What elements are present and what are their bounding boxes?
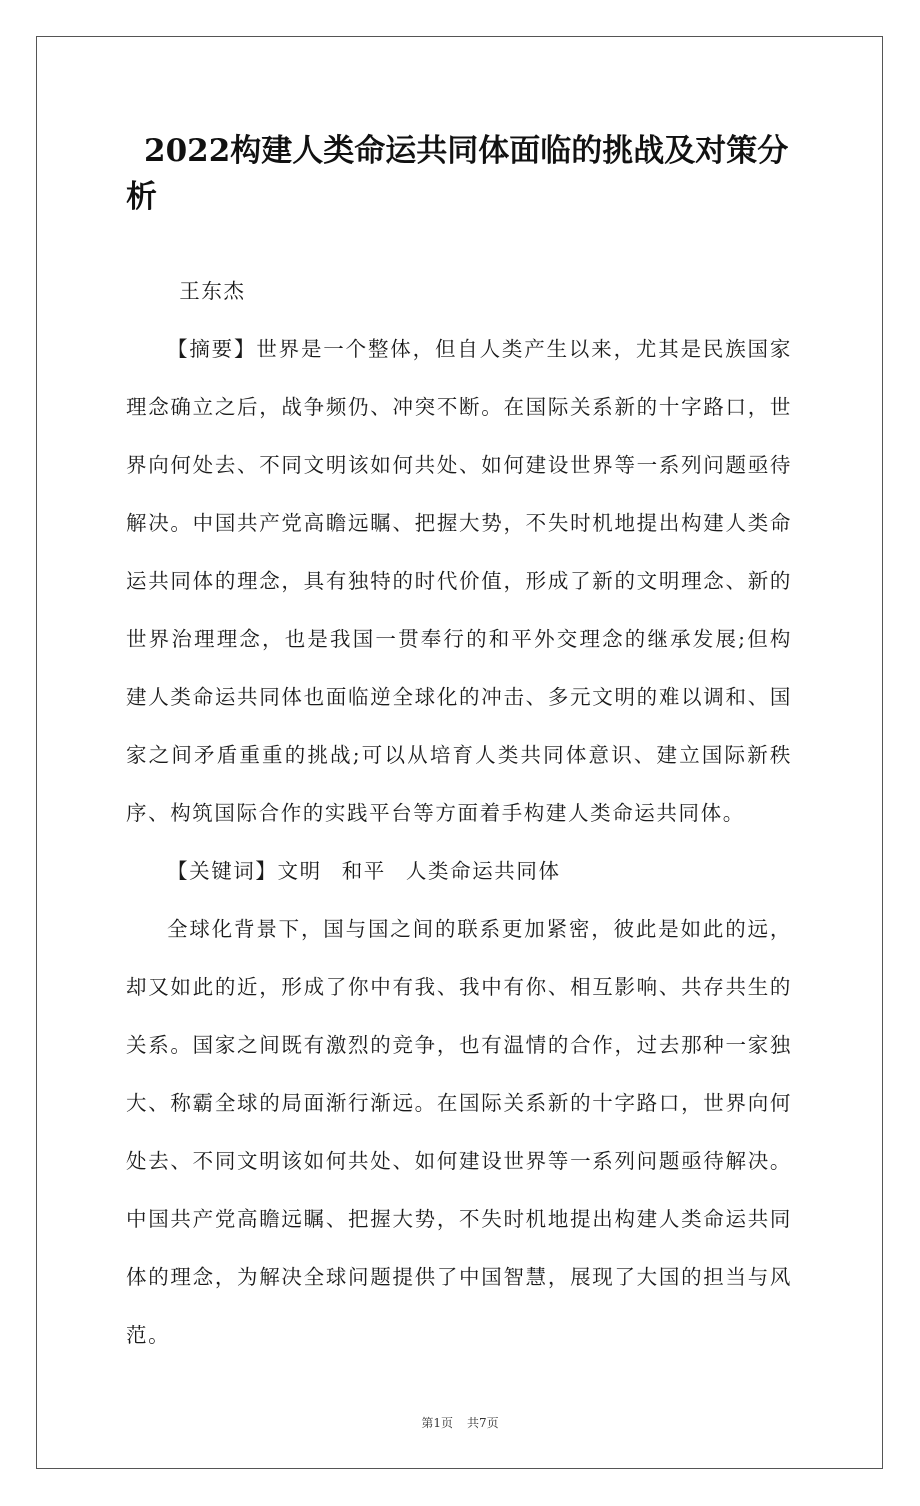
document-title: 2022构建人类命运共同体面临的挑战及对策分析 <box>126 133 789 215</box>
keyword-item: 人类命运共同体 <box>405 859 561 883</box>
page-number: 第1页 <box>421 1416 453 1430</box>
keyword-item: 文明 <box>277 859 322 883</box>
body-paragraph: 全球化背景下，国与国之间的联系更加紧密，彼此是如此的远，却又如此的近，形成了你中有我、我中有你、相互影响、共存共生的关系。国家之间既有激烈的竞争，也有温情的合作，过去那种一家独大、称霸全球的局面渐行渐远。在国际关系新的十字路口，世界向何处去、不同文明该如何共处、如何建设世界等一系列问题亟待解决。中国共产党高瞻远瞩、把握大势，不失时机地提出构建人类命运共同体的理念，为解决全球问题提供了中国智慧，展现了大国的担当与风范。 <box>126 917 792 1347</box>
author-name: 王东杰 <box>179 279 246 303</box>
keywords-label: 【关键词】 <box>167 859 278 883</box>
abstract-paragraph: 【摘要】世界是一个整体，但自人类产生以来，尤其是民族国家理念确立之后，战争频仍、冲突不断。在国际关系新的十字路口，世界向何处去、不同文明该如何共处、如何建设世界等一系列问题亟待解决。中国共产党高瞻远瞩、把握大势，不失时机地提出构建人类命运共同体的理念，具有独特的时代价值，形成了新的文明理念、新的世界治理理念，也是我国一贯奉行的和平外交理念的继承发展;但构建人类命运共同体也面临逆全球化的冲击、多元文明的难以调和、国家之间矛盾重重的挑战;可以从培育人类共同体意识、建立国际新秩序、构筑国际合作的实践平台等方面着手构建人类命运共同体。 <box>126 337 792 825</box>
keywords-line <box>126 842 792 900</box>
page-total: 共7页 <box>467 1416 499 1430</box>
document-body <box>126 262 792 1364</box>
page-footer <box>0 1414 920 1431</box>
keyword-item: 和平 <box>341 859 386 883</box>
